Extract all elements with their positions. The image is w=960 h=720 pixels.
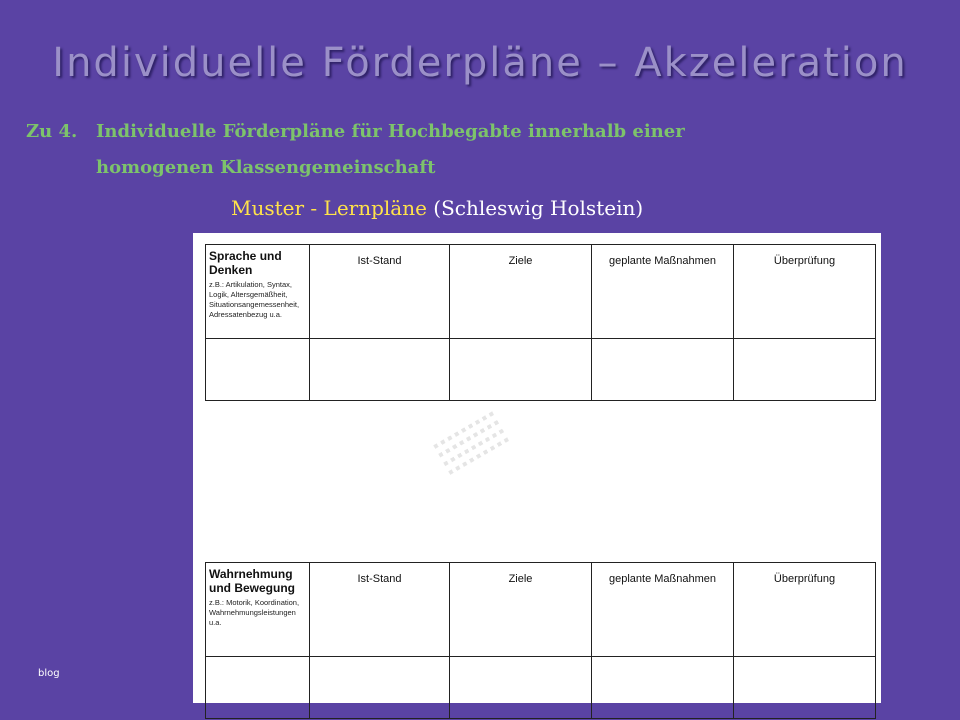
plan-table-perception (205, 562, 876, 719)
slide-title: Individuelle Förderpläne – Akzeleration (52, 40, 908, 86)
empty-cell (450, 657, 592, 719)
column-header-ueberpruefung: Überprüfung (734, 245, 876, 339)
empty-cell (450, 339, 592, 401)
column-header-ist-stand: Ist-Stand (310, 563, 450, 657)
category-description: z.B.: Artikulation, Syntax, Logik, Altersgemäßheit, Situationsangemessenheit, Adressatenbezug u.a. (209, 280, 300, 319)
column-header-massnahmen: geplante Maßnahmen (592, 245, 734, 339)
muster-line (231, 196, 643, 220)
empty-cell (310, 339, 450, 401)
column-header-ziele: Ziele (450, 245, 592, 339)
column-header-ziele: Ziele (450, 563, 592, 657)
subtitle-text-1: Individuelle Förderpläne für Hochbegabte innerhalb einer (96, 121, 685, 142)
scan-smudge (430, 405, 526, 501)
muster-label: Muster (231, 196, 305, 220)
subtitle-line-2: homogenen Klassengemeinschaft (96, 157, 436, 178)
plan-table-language (205, 244, 876, 401)
lernplaene-label: - Lernpläne (304, 196, 427, 220)
empty-cell (734, 657, 876, 719)
category-name: Wahrnehmung und Bewegung (209, 567, 295, 595)
empty-cell (206, 657, 310, 719)
footer-label: blog (38, 668, 60, 679)
empty-cell (206, 339, 310, 401)
category-description: z.B.: Motorik, Koordination, Wahrnehmungsleistungen u.a. (209, 598, 300, 627)
subtitle-line-1 (26, 121, 685, 142)
column-header-massnahmen: geplante Maßnahmen (592, 563, 734, 657)
category-cell (206, 245, 310, 339)
column-header-ueberpruefung: Überprüfung (734, 563, 876, 657)
column-header-ist-stand: Ist-Stand (310, 245, 450, 339)
empty-cell (592, 657, 734, 719)
empty-cell (592, 339, 734, 401)
empty-cell (734, 339, 876, 401)
region-label: (Schleswig Holstein) (426, 196, 644, 220)
empty-cell (310, 657, 450, 719)
subtitle-number: Zu 4. (26, 121, 78, 142)
category-name: Sprache und Denken (209, 249, 282, 277)
category-cell (206, 563, 310, 657)
scanned-document (193, 233, 881, 703)
